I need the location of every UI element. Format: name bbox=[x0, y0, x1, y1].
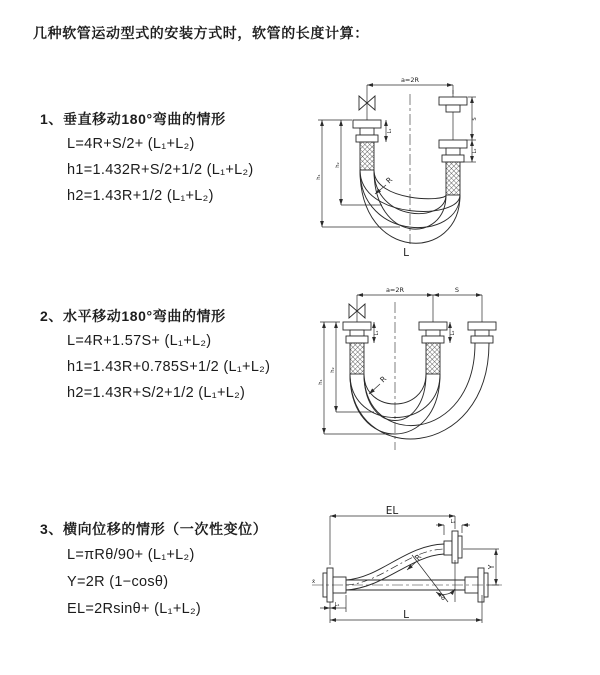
radius-label: R bbox=[384, 175, 395, 186]
dim-label-y: Y bbox=[487, 564, 496, 570]
left-fitting bbox=[343, 322, 371, 374]
dim-label-theta: θ bbox=[441, 594, 445, 602]
dim-label-l2: L₂ bbox=[450, 330, 456, 336]
dim-label-s: S bbox=[454, 286, 460, 294]
dim-label-h1: h₁ bbox=[318, 379, 324, 385]
dimension-a-2r bbox=[357, 286, 433, 295]
formula-line: L=πRθ/90+ (L₁+L₂) bbox=[67, 547, 195, 563]
dim-label-l: L bbox=[403, 609, 409, 621]
dimension-l1 bbox=[386, 120, 393, 142]
dimension-a-2r bbox=[367, 76, 453, 94]
radius-label: R bbox=[378, 374, 389, 385]
dim-label-l1: L₁ bbox=[387, 128, 393, 134]
upper-flange bbox=[444, 531, 462, 563]
dimension-l bbox=[330, 595, 482, 623]
dimension-l2 bbox=[450, 322, 456, 343]
diagram-vertical-180-bend bbox=[312, 72, 508, 260]
radius-label: R bbox=[412, 552, 424, 563]
radius-callout bbox=[407, 553, 423, 570]
dimension-l1 bbox=[374, 322, 380, 343]
radius-callout bbox=[375, 175, 394, 194]
dim-label-l1: L₁ bbox=[334, 602, 340, 608]
dim-label-s: S bbox=[472, 117, 478, 121]
dim-label-h1: h₁ bbox=[316, 174, 322, 180]
valve-icon bbox=[349, 295, 365, 322]
formula-line: EL=2Rsinθ+ (L₁+L₂) bbox=[67, 601, 202, 617]
dimension-s bbox=[433, 286, 482, 295]
left-fitting bbox=[353, 120, 381, 170]
dim-label-h2: h₂ bbox=[335, 162, 341, 168]
hose-braid bbox=[426, 343, 440, 374]
middle-fitting bbox=[419, 322, 447, 374]
right-fitting bbox=[439, 90, 467, 195]
section-3-heading: 3、横向位移的情形（一次性变位） bbox=[40, 521, 268, 537]
hose-braid bbox=[360, 142, 374, 170]
formula-line: h2=1.43R+S/2+1/2 (L₁+L₂) bbox=[67, 385, 246, 401]
centerline-mark: x̄ bbox=[312, 579, 316, 585]
formula-line: L=4R+S/2+ (L₁+L₂) bbox=[67, 136, 195, 152]
hose-braid bbox=[350, 343, 364, 374]
section-1-heading: 1、垂直移动180°弯曲的情形 bbox=[40, 111, 226, 127]
dimension-el bbox=[330, 505, 455, 565]
dim-label-l2: L₂ bbox=[472, 148, 478, 154]
formula-line: h1=1.432R+S/2+1/2 (L₁+L₂) bbox=[67, 162, 254, 178]
u-bend-tubes bbox=[350, 343, 489, 439]
right-fitting bbox=[468, 322, 496, 343]
dim-label-a2r: a=2R bbox=[385, 286, 405, 294]
radius-callout bbox=[369, 374, 388, 394]
dim-label-l2: L₂ bbox=[450, 519, 456, 525]
s-curve-tube bbox=[346, 544, 444, 590]
dimension-h2 bbox=[335, 120, 382, 205]
formula-line: h2=1.43R+1/2 (L₁+L₂) bbox=[67, 188, 214, 204]
length-label: L bbox=[403, 247, 409, 259]
section-2-heading: 2、水平移动180°弯曲的情形 bbox=[40, 308, 226, 324]
formula-line: h1=1.43R+0.785S+1/2 (L₁+L₂) bbox=[67, 359, 271, 375]
dim-label-h2: h₂ bbox=[330, 367, 336, 373]
dim-label-a2r: a=2R bbox=[400, 76, 420, 84]
formula-line: L=4R+1.57S+ (L₁+L₂) bbox=[67, 333, 212, 349]
formula-line: Y=2R (1−cosθ) bbox=[67, 574, 169, 590]
hose-braid bbox=[446, 162, 460, 195]
diagram-horizontal-180-bend bbox=[312, 282, 520, 460]
dim-label-el: EL bbox=[385, 505, 399, 517]
diagram-lateral-displacement bbox=[310, 505, 510, 643]
page-title: 几种软管运动型式的安装方式时，软管的长度计算： bbox=[33, 25, 369, 41]
valve-icon bbox=[359, 85, 375, 120]
dim-label-l1: L₁ bbox=[374, 330, 380, 336]
